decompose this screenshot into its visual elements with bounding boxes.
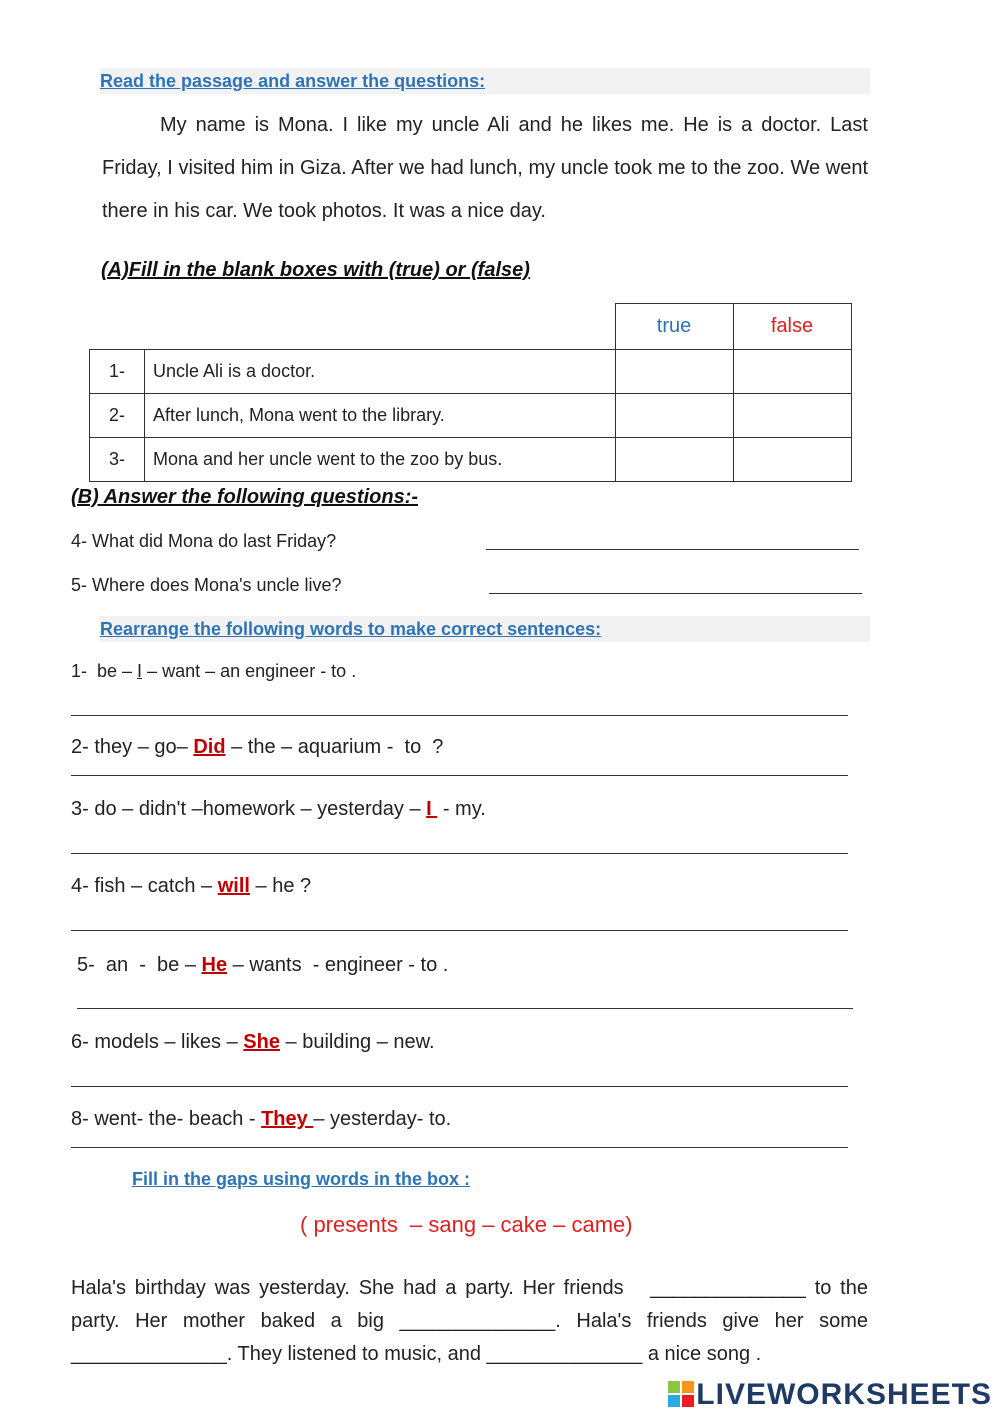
false-box[interactable]: [733, 438, 851, 482]
answer-line[interactable]: [71, 853, 848, 854]
row-statement: Uncle Ali is a doctor.: [145, 350, 616, 394]
row-number: 3-: [90, 438, 145, 482]
question-4: 4- What did Mona do last Friday?: [71, 531, 337, 551]
gap-blank-1[interactable]: ______________: [650, 1277, 806, 1299]
table-row: [90, 350, 852, 394]
true-box[interactable]: [615, 350, 733, 394]
gap-blank-2[interactable]: ______________: [399, 1310, 556, 1332]
logo-icon: [668, 1381, 694, 1407]
answer-line[interactable]: [77, 1008, 853, 1009]
gap-blank-3[interactable]: ______________: [71, 1343, 227, 1365]
true-box[interactable]: [615, 394, 733, 438]
answer-line-5[interactable]: [489, 593, 862, 594]
passage-heading: Read the passage and answer the questions:: [100, 68, 870, 94]
rearrange-heading: Rearrange the following words to make correct sentences:: [100, 616, 870, 642]
answer-line[interactable]: [71, 775, 848, 776]
part-b-title: (B) Answer the following questions:-: [71, 486, 419, 508]
sentence-3: 3- do – didn't –homework – yesterday – I - my.: [71, 798, 486, 820]
passage-text: My name is Mona. I like my uncle Ali and he likes me. He is a doctor. Last Friday, I visited him in Giza. After we had lunch, my uncle took me to the zoo. We went there in his car. We took photos. It was a nice day.: [102, 114, 868, 222]
false-box[interactable]: [733, 350, 851, 394]
table-row: [90, 394, 852, 438]
column-true-label: true: [615, 304, 733, 350]
false-box[interactable]: [733, 394, 851, 438]
gap-blank-4[interactable]: ______________: [486, 1343, 643, 1365]
sentence-5: 5- an - be – He – wants - engineer - to .: [77, 954, 449, 976]
answer-line[interactable]: [71, 715, 848, 716]
column-false-label: false: [733, 304, 851, 350]
row-number: 2-: [90, 394, 145, 438]
row-statement: Mona and her uncle went to the zoo by bus.: [145, 438, 616, 482]
sentence-6: 6- models – likes – She – building – new.: [71, 1031, 435, 1053]
sentence-8: 8- went- the- beach - They – yesterday- to.: [71, 1108, 452, 1130]
true-box[interactable]: [615, 438, 733, 482]
true-false-table: [89, 303, 852, 482]
gap-paragraph: Hala's birthday was yesterday. She had a party. Her friends ______________ to the party. Her mother baked a big ______________. Hala's friends give her some ______________. They listened to music, and ______________ a nice song .: [71, 1277, 868, 1365]
question-5: 5- Where does Mona's uncle live?: [71, 575, 342, 595]
answer-line[interactable]: [71, 1147, 848, 1148]
row-number: 1-: [90, 350, 145, 394]
gaps-heading: Fill in the gaps using words in the box :: [132, 1169, 471, 1189]
answer-line[interactable]: [71, 1086, 848, 1087]
sentence-1: 1- be – I – want – an engineer - to .: [71, 661, 357, 681]
word-box: ( presents – sang – cake – came): [300, 1212, 633, 1237]
table-row: [90, 438, 852, 482]
part-a-title: (A)Fill in the blank boxes with (true) or (false): [101, 259, 530, 281]
answer-line[interactable]: [71, 930, 848, 931]
row-statement: After lunch, Mona went to the library.: [145, 394, 616, 438]
liveworksheets-logo: LIVEWORKSHEETS: [668, 1378, 992, 1412]
sentence-2: 2- they – go– Did – the – aquarium - to ?: [71, 736, 444, 758]
answer-line-4[interactable]: [486, 549, 859, 550]
sentence-4: 4- fish – catch – will – he ?: [71, 875, 312, 897]
